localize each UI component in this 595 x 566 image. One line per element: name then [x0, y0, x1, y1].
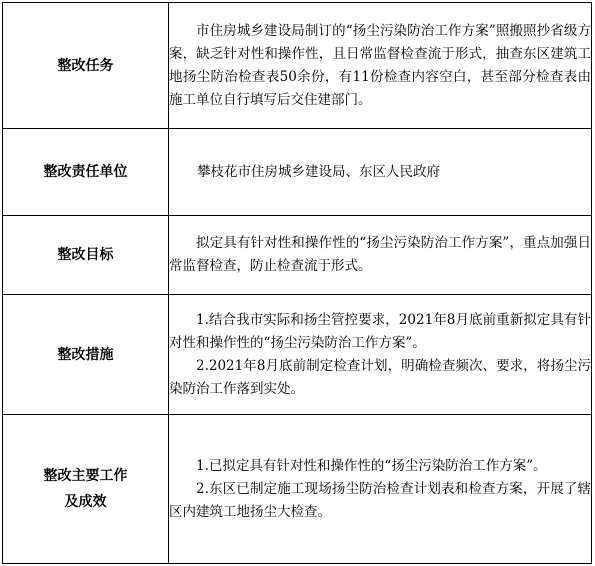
- label-rectification-measures: 整改措施: [3, 295, 169, 415]
- content-main-work-results: [169, 415, 592, 564]
- paragraph: 拟定具有针对性和操作性的“扬尘污染防治工作方案”，重点加强日常监督检查，防止检查流于形式。: [169, 235, 591, 274]
- paragraph: 1.结合我市实际和扬尘管控要求，2021年8月底前重新拟定具有针对性和操作性的“扬尘污染防治工作方案”。: [169, 311, 591, 351]
- label-line: 及成效: [64, 494, 107, 510]
- content-rectification-measures: [169, 295, 592, 415]
- row-rectification-goal: [3, 216, 592, 295]
- paragraph: 1.已拟定具有针对性和操作性的“扬尘污染防治工作方案”。: [196, 457, 547, 474]
- paragraph: 2.东区已制定施工现场扬尘防治检查计划表和检查方案，开展了辖区内建筑工地扬尘大检查。: [169, 480, 591, 520]
- label-rectification-task: 整改任务: [3, 3, 169, 129]
- row-responsible-unit: [3, 129, 592, 216]
- label-responsible-unit: 整改责任单位: [3, 129, 169, 216]
- paragraph: 2.2021年8月底前制定检查计划，明确检查频次、要求，将扬尘污染防治工作落到实处。: [169, 357, 591, 397]
- row-rectification-task: [3, 3, 592, 129]
- label-line: 整改主要工作: [43, 468, 128, 484]
- content-rectification-task: [169, 3, 592, 129]
- row-main-work-results: [3, 415, 592, 564]
- label-rectification-goal: 整改目标: [3, 216, 169, 295]
- content-responsible-unit: [169, 129, 592, 216]
- paragraph: 攀枝花市住房城乡建设局、东区人民政府: [197, 163, 440, 180]
- row-rectification-measures: [3, 295, 592, 415]
- paragraph: 市住房城乡建设局制订的“扬尘污染防治工作方案”照搬照抄省级方案，缺乏针对性和操作性，且日常监督检查流于形式，抽查东区建筑工地扬尘防治检查表50余份，有11份检查内容空白，甚至部分检查表由施工单位自行填写后交住建部门。: [169, 22, 591, 108]
- rectification-table: [2, 2, 592, 564]
- content-rectification-goal: [169, 216, 592, 295]
- label-main-work-results: [3, 415, 169, 564]
